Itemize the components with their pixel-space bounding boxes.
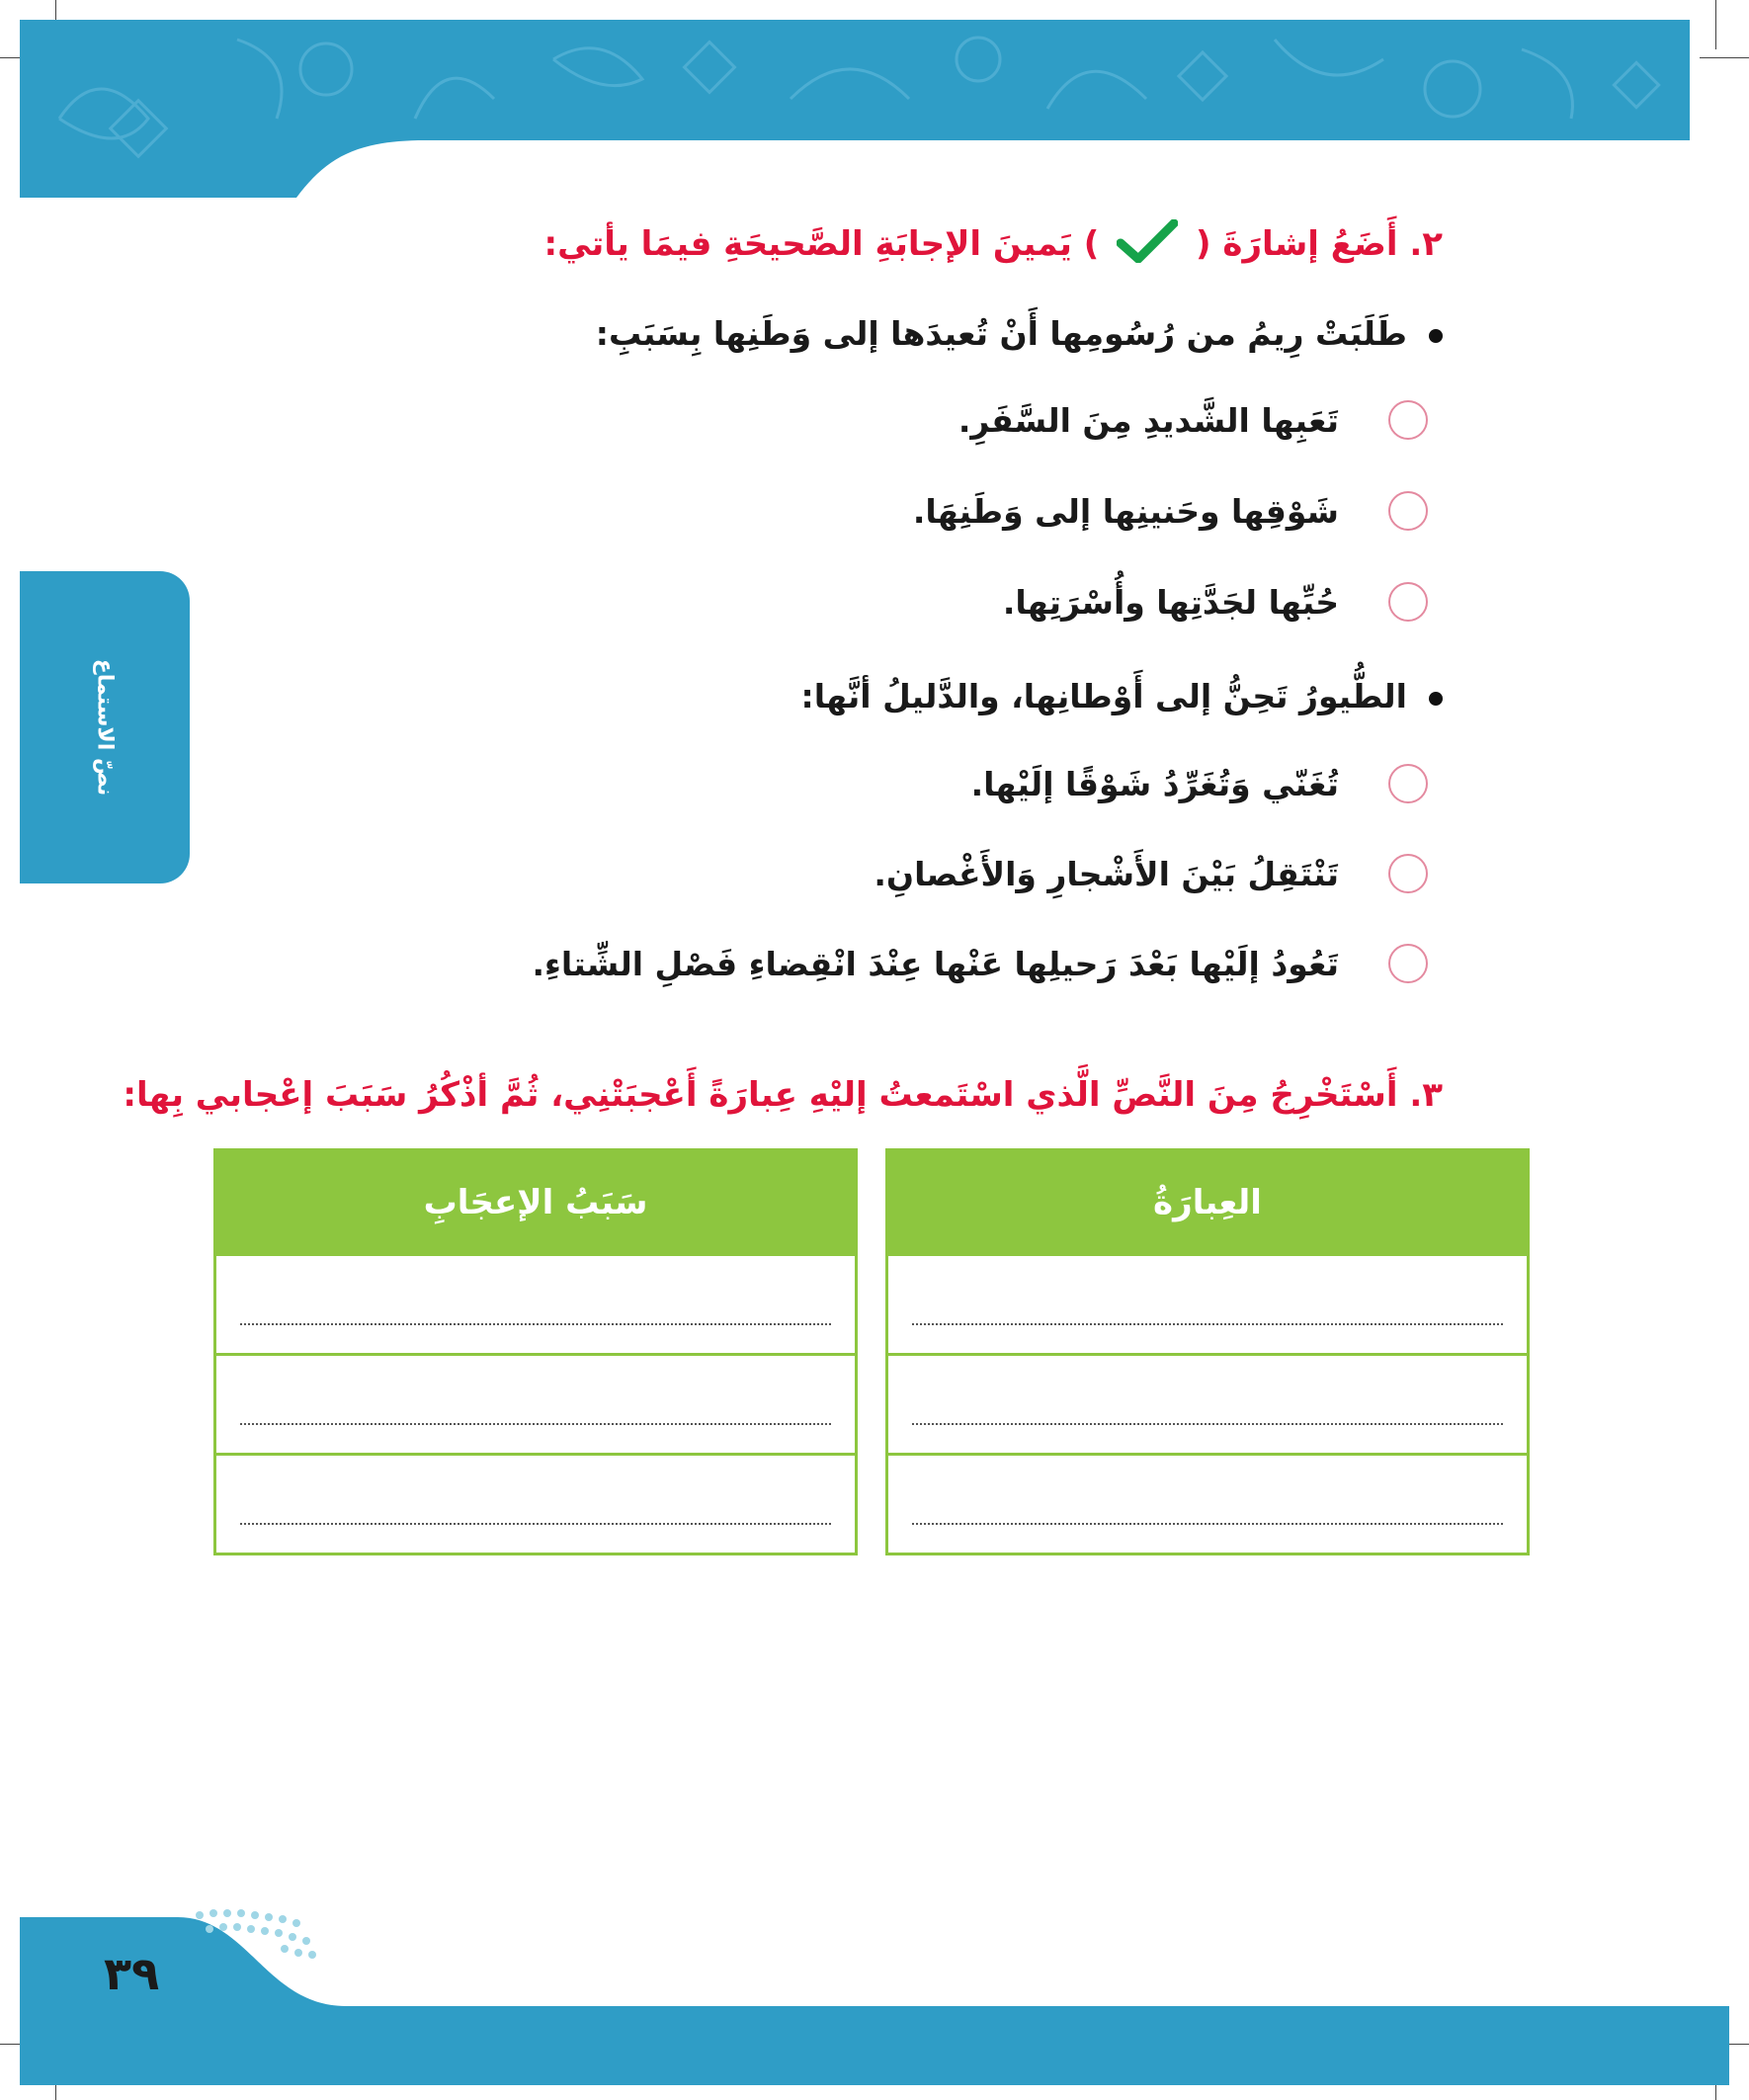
- option-text: تُغَنّي وَتُغَرِّدُ شَوْقًا إلَيْها.: [970, 764, 1339, 803]
- answer-option[interactable]: [971, 764, 1428, 803]
- radio-circle[interactable]: [1388, 582, 1428, 622]
- side-tab-label: نصّ الاستماع: [92, 658, 118, 797]
- radio-circle[interactable]: [1388, 491, 1428, 531]
- phrase-table: [885, 1148, 1530, 1555]
- phrase-table-header: العِبارَةُ: [888, 1151, 1527, 1253]
- prompt-text: الطُّيورُ تَحِنُّ إلى أَوْطانِها، والدَّليلُ أنَّها:: [800, 677, 1407, 715]
- bullet-icon: [1429, 692, 1443, 706]
- answer-line: [240, 1423, 831, 1425]
- reason-answer-row[interactable]: [216, 1353, 855, 1453]
- answer-option[interactable]: [1003, 582, 1428, 622]
- answer-line: [240, 1523, 831, 1525]
- question-2-heading-start: ٢. أَضَعُ إشارَةَ (: [1196, 224, 1443, 264]
- question-2-prompt-1: [596, 314, 1443, 353]
- side-tab: [20, 571, 190, 883]
- question-2-heading-end: ) يَمينَ الإجابَةِ الصَّحيحَةِ فيمَا يأتي:: [543, 224, 1100, 264]
- reason-answer-row[interactable]: [216, 1453, 855, 1553]
- answer-line: [240, 1323, 831, 1325]
- answer-option[interactable]: [532, 944, 1428, 983]
- bullet-icon: [1429, 329, 1443, 343]
- checkmark-icon: [1117, 219, 1178, 272]
- answer-line: [912, 1423, 1503, 1425]
- option-text: تَنْتَقِلُ بَيْنَ الأَشْجارِ وَالأَغْصانِ.: [874, 854, 1339, 893]
- phrase-answer-row[interactable]: [888, 1253, 1527, 1353]
- answer-option[interactable]: [874, 854, 1428, 893]
- prompt-text: طَلَبَتْ رِيمُ من رُسُومِها أَنْ تُعيدَها إلى وَطَنِها بِسَبَبِ:: [595, 314, 1407, 353]
- option-text: شَوْقِها وحَنينِها إلى وَطَنِهَا.: [912, 491, 1339, 531]
- question-3-heading: ٣. أَسْتَخْرِجُ مِنَ النَّصِّ الَّذي اسْتَمعتُ إليْهِ عِبارَةً أَعْجبَتْنِي، ثُمَّ أذْكُرُ سَبَبَ إعْجابي بِها:: [123, 1075, 1443, 1115]
- answer-option[interactable]: [913, 491, 1428, 531]
- option-text: حُبِّها لجَدَّتِها وأُسْرَتِها.: [1002, 582, 1339, 622]
- answer-line: [912, 1323, 1503, 1325]
- radio-circle[interactable]: [1388, 400, 1428, 440]
- radio-circle[interactable]: [1388, 854, 1428, 893]
- page-number: ٣٩: [104, 1947, 160, 2000]
- question-2-heading: [544, 219, 1443, 272]
- top-banner: [0, 0, 1749, 198]
- reason-table: [213, 1148, 858, 1555]
- reason-answer-row[interactable]: [216, 1253, 855, 1353]
- option-text: تَعُودُ إلَيْها بَعْدَ رَحيلِها عَنْها عِنْدَ انْقِضاءِ فَصْلِ الشِّتاءِ.: [532, 944, 1339, 983]
- phrase-answer-row[interactable]: [888, 1453, 1527, 1553]
- option-text: تَعَبِها الشَّديدِ مِنَ السَّفَرِ.: [958, 400, 1339, 440]
- answer-option[interactable]: [958, 400, 1428, 440]
- phrase-answer-row[interactable]: [888, 1353, 1527, 1453]
- question-2-prompt-2: [801, 677, 1443, 715]
- answer-line: [912, 1523, 1503, 1525]
- reason-table-header: سَبَبُ الإعجَابِ: [216, 1151, 855, 1253]
- radio-circle[interactable]: [1388, 764, 1428, 803]
- radio-circle[interactable]: [1388, 944, 1428, 983]
